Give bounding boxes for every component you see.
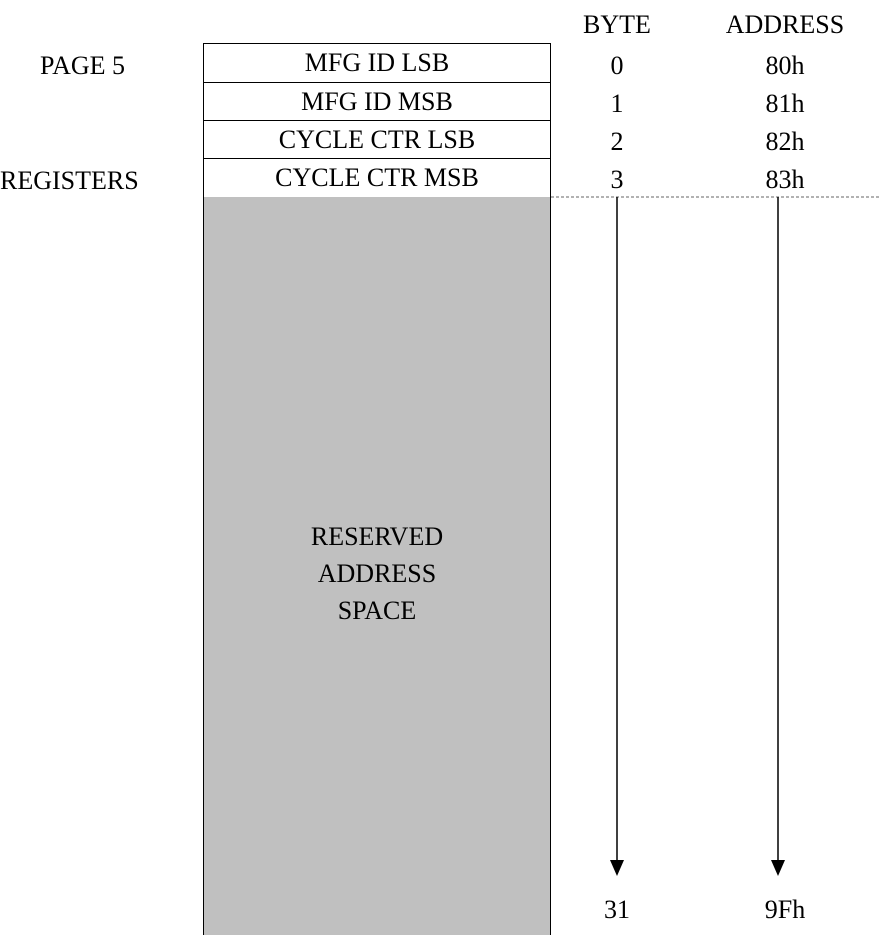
address-value: 83h (765, 165, 805, 194)
byte-value: 3 (610, 165, 624, 194)
register-table (203, 43, 551, 198)
register-row-cycle-ctr-msb: CYCLE CTR MSB (204, 158, 550, 196)
address-range-end: 9Fh (764, 895, 806, 924)
register-row-mfg-id-lsb: MFG ID LSB (304, 48, 450, 77)
byte-range-end: 31 (604, 895, 630, 924)
byte-range-arrowhead (610, 860, 624, 876)
address-value: 82h (765, 127, 805, 156)
address-value: 81h (765, 89, 805, 118)
register-row-cycle-ctr-lsb: CYCLE CTR LSB (204, 120, 550, 158)
reserved-line-2: ADDRESS (317, 559, 437, 588)
reserved-address-space-label (203, 518, 551, 629)
register-row-mfg-id-msb: MFG ID MSB (204, 82, 550, 120)
byte-value: 0 (610, 51, 624, 80)
page-label: PAGE 5 (40, 51, 126, 80)
address-value: 80h (765, 51, 805, 80)
byte-value: 2 (610, 127, 624, 156)
byte-column-header: BYTE (583, 10, 651, 39)
registers-label: REGISTERS (0, 166, 139, 195)
reserved-line-1: RESERVED (310, 522, 444, 551)
address-column-header: ADDRESS (725, 10, 845, 39)
address-range-arrowhead (771, 860, 785, 876)
reserved-line-3: SPACE (337, 596, 417, 625)
byte-value: 1 (610, 89, 624, 118)
